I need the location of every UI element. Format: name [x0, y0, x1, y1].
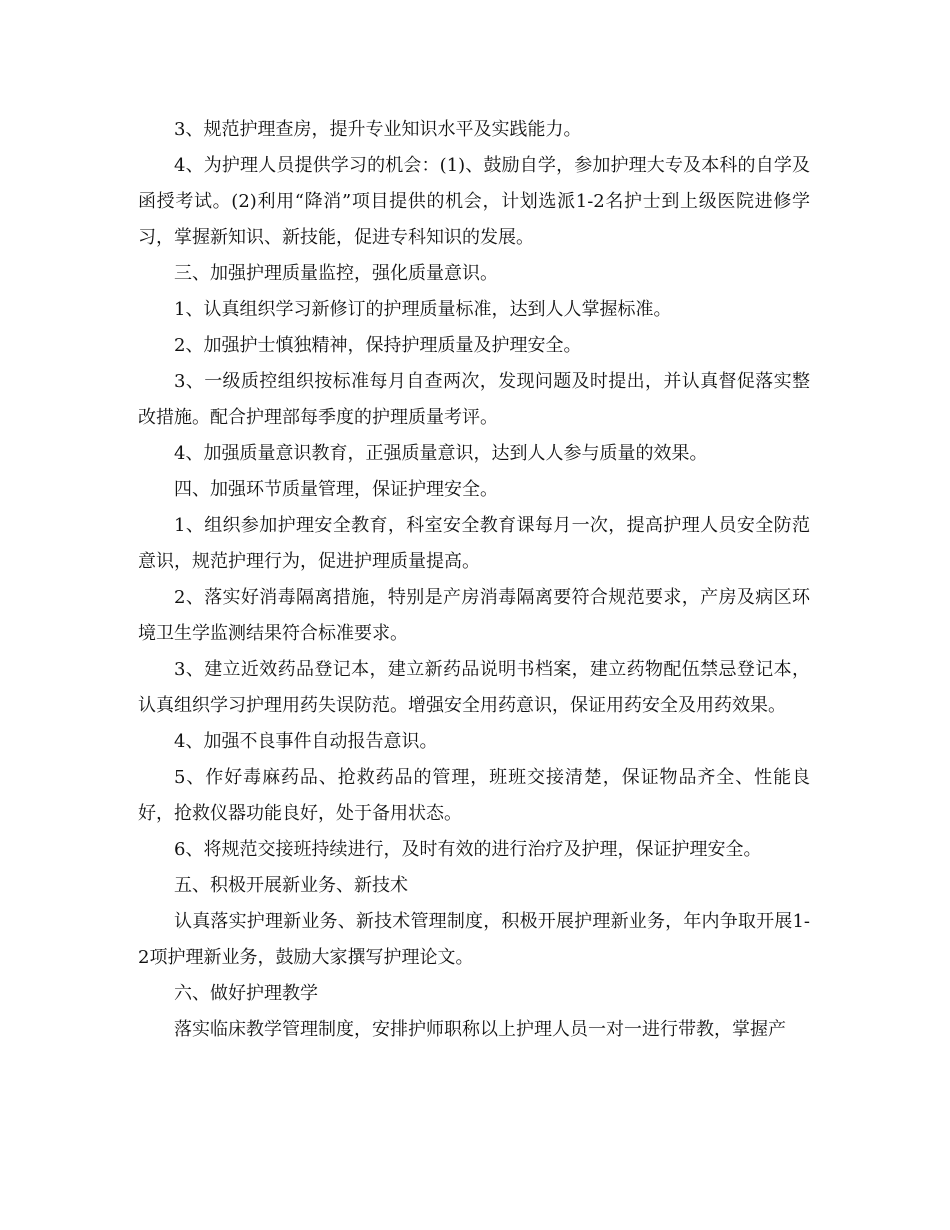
paragraph-12: 4、加强不良事件自动报告意识。 — [174, 731, 438, 752]
paragraph-4: 1、认真组织学习新修订的护理质量标准，达到人人掌握标准。 — [174, 299, 672, 320]
paragraph-14: 6、将规范交接班持续进行，及时有效的进行治疗及护理，保证护理安全。 — [174, 839, 762, 860]
section-heading-5: 五、积极开展新业务、新技术 — [174, 875, 408, 896]
paragraph-7: 4、加强质量意识教育，正强质量意识，达到人人参与质量的效果。 — [174, 443, 708, 464]
paragraph-2: 4、为护理人员提供学习的机会：(1)、鼓励自学，参加护理大专及本科的自学及函授考试。(2)利用“降消”项目提供的机会，计划选派1-2名护士到上级医院进修学习，掌握新知识、新技能，促进专科知识的发展。 — [138, 155, 810, 248]
paragraph-1: 3、规范护理查房，提升专业知识水平及实践能力。 — [174, 119, 582, 140]
section-heading-6: 六、做好护理教学 — [174, 983, 318, 1004]
section-heading-4: 四、加强环节质量管理，保证护理安全。 — [174, 479, 498, 500]
paragraph-10: 2、落实好消毒隔离措施，特别是产房消毒隔离要符合规范要求，产房及病区环境卫生学监测结果符合标准要求。 — [138, 587, 810, 644]
paragraph-18: 落实临床教学管理制度，安排护师职称以上护理人员一对一进行带教，掌握产 — [174, 1019, 786, 1040]
paragraph-16: 认真落实护理新业务、新技术管理制度，积极开展护理新业务，年内争取开展1-2项护理新业务，鼓励大家撰写护理论文。 — [138, 911, 810, 968]
paragraph-13: 5、作好毒麻药品、抢救药品的管理，班班交接清楚，保证物品齐全、性能良好，抢救仪器功能良好，处于备用状态。 — [138, 767, 810, 824]
section-heading-3: 三、加强护理质量监控，强化质量意识。 — [174, 263, 498, 284]
paragraph-5: 2、加强护士慎独精神，保持护理质量及护理安全。 — [174, 335, 582, 356]
paragraph-6: 3、一级质控组织按标准每月自查两次，发现问题及时提出，并认真督促落实整改措施。配合护理部每季度的护理质量考评。 — [138, 371, 810, 428]
document-body — [138, 112, 810, 1048]
paragraph-9: 1、组织参加护理安全教育，科室安全教育课每月一次，提高护理人员安全防范意识，规范护理行为，促进护理质量提高。 — [138, 515, 810, 572]
paragraph-11: 3、建立近效药品登记本，建立新药品说明书档案，建立药物配伍禁忌登记本，认真组织学习护理用药失误防范。增强安全用药意识，保证用药安全及用药效果。 — [138, 659, 810, 716]
